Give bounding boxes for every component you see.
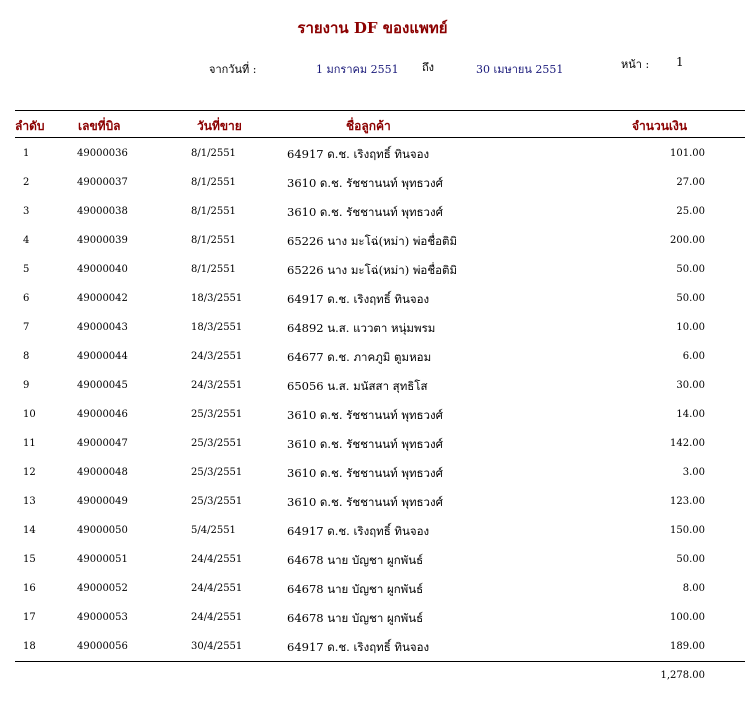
to-date-label: ถึง [422, 61, 435, 74]
row-number: 11 [23, 438, 36, 449]
amount: 8.00 [682, 583, 705, 594]
table-row [0, 496, 745, 525]
sale-date: 24/4/2551 [191, 583, 243, 594]
customer-name: 3610 ด.ช. รัชชานนท์ พุทธวงศ์ [287, 176, 443, 190]
row-number: 15 [23, 554, 36, 565]
customer-name: 64678 นาย บัญชา ผูกพันธ์ [287, 553, 424, 567]
table-row [0, 293, 745, 322]
table-row [0, 380, 745, 409]
customer-name: 64917 ด.ช. เริงฤทธิ์ ทินจอง [287, 640, 430, 654]
grand-total: 1,278.00 [660, 670, 705, 681]
customer-name: 3610 ด.ช. รัชชานนท์ พุทธวงศ์ [287, 408, 443, 422]
to-date-value: 30 เมษายน 2551 [476, 63, 564, 76]
sale-date: 30/4/2551 [191, 641, 243, 652]
table-row [0, 206, 745, 235]
table-row [0, 583, 745, 612]
amount: 189.00 [670, 641, 705, 652]
column-header-no: ลำดับ [15, 119, 45, 133]
report-title: รายงาน DF ของแพทย์ [297, 19, 448, 37]
bill-number: 49000046 [77, 409, 128, 420]
table-row [0, 641, 745, 670]
from-date-value: 1 มกราคม 2551 [316, 63, 399, 76]
customer-name: 64678 นาย บัญชา ผูกพันธ์ [287, 582, 424, 596]
header-bottom-rule [15, 137, 745, 138]
bill-number: 49000040 [77, 264, 128, 275]
row-number: 4 [23, 235, 30, 246]
customer-name: 64892 น.ส. แววตา หนุ่มพรม [287, 321, 436, 335]
customer-name: 64917 ด.ช. เริงฤทธิ์ ทินจอง [287, 292, 430, 306]
table-row [0, 177, 745, 206]
customer-name: 3610 ด.ช. รัชชานนท์ พุทธวงศ์ [287, 205, 443, 219]
customer-name: 3610 ด.ช. รัชชานนท์ พุทธวงศ์ [287, 437, 443, 451]
table-row [0, 322, 745, 351]
bill-number: 49000056 [77, 641, 128, 652]
column-header-customer: ชื่อลูกค้า [346, 119, 391, 133]
sale-date: 18/3/2551 [191, 322, 243, 333]
customer-name: 64678 นาย บัญชา ผูกพันธ์ [287, 611, 424, 625]
bill-number: 49000047 [77, 438, 128, 449]
bill-number: 49000045 [77, 380, 128, 391]
amount: 100.00 [670, 612, 705, 623]
amount: 142.00 [670, 438, 705, 449]
row-number: 3 [23, 206, 30, 217]
customer-name: 64917 ด.ช. เริงฤทธิ์ ทินจอง [287, 524, 430, 538]
row-number: 7 [23, 322, 30, 333]
amount: 30.00 [676, 380, 705, 391]
from-date-label: จากวันที่ : [209, 63, 257, 76]
row-number: 1 [23, 148, 30, 159]
amount: 50.00 [676, 554, 705, 565]
row-number: 12 [23, 467, 36, 478]
amount: 27.00 [676, 177, 705, 188]
row-number: 5 [23, 264, 30, 275]
row-number: 13 [23, 496, 36, 507]
row-number: 8 [23, 351, 30, 362]
bill-number: 49000050 [77, 525, 128, 536]
header-top-rule [15, 110, 745, 111]
row-number: 9 [23, 380, 30, 391]
table-row [0, 409, 745, 438]
bill-number: 49000038 [77, 206, 128, 217]
column-header-date: วันที่ขาย [197, 119, 242, 133]
row-number: 2 [23, 177, 30, 188]
bill-number: 49000048 [77, 467, 128, 478]
sale-date: 18/3/2551 [191, 293, 243, 304]
column-header-amount: จำนวนเงิน [632, 119, 688, 133]
sale-date: 24/4/2551 [191, 554, 243, 565]
customer-name: 65226 นาง มะโฉ่(หม่า) พ่อชื่อติมิ [287, 234, 458, 248]
amount: 50.00 [676, 293, 705, 304]
table-row [0, 351, 745, 380]
sale-date: 25/3/2551 [191, 438, 243, 449]
sale-date: 5/4/2551 [191, 525, 236, 536]
bill-number: 49000044 [77, 351, 128, 362]
table-row [0, 148, 745, 177]
sale-date: 8/1/2551 [191, 206, 236, 217]
amount: 123.00 [670, 496, 705, 507]
sale-date: 25/3/2551 [191, 409, 243, 420]
table-row [0, 612, 745, 641]
bill-number: 49000036 [77, 148, 128, 159]
amount: 101.00 [670, 148, 705, 159]
row-number: 6 [23, 293, 30, 304]
amount: 10.00 [676, 322, 705, 333]
row-number: 18 [23, 641, 36, 652]
amount: 50.00 [676, 264, 705, 275]
bill-number: 49000052 [77, 583, 128, 594]
table-row [0, 235, 745, 264]
row-number: 14 [23, 525, 36, 536]
table-row [0, 525, 745, 554]
sale-date: 24/3/2551 [191, 380, 243, 391]
table-row [0, 467, 745, 496]
row-number: 16 [23, 583, 36, 594]
sale-date: 8/1/2551 [191, 177, 236, 188]
amount: 200.00 [670, 235, 705, 246]
bill-number: 49000049 [77, 496, 128, 507]
customer-name: 65226 นาง มะโฉ่(หม่า) พ่อชื่อติมิ [287, 263, 458, 277]
bill-number: 49000051 [77, 554, 128, 565]
bill-number: 49000039 [77, 235, 128, 246]
customer-name: 3610 ด.ช. รัชชานนท์ พุทธวงศ์ [287, 495, 443, 509]
sale-date: 8/1/2551 [191, 148, 236, 159]
column-header-bill: เลขที่บิล [78, 119, 121, 133]
customer-name: 64917 ด.ช. เริงฤทธิ์ ทินจอง [287, 147, 430, 161]
bill-number: 49000043 [77, 322, 128, 333]
table-row [0, 554, 745, 583]
amount: 14.00 [676, 409, 705, 420]
table-row [0, 264, 745, 293]
table-row [0, 438, 745, 467]
sale-date: 25/3/2551 [191, 496, 243, 507]
page-label: หน้า : [621, 58, 650, 71]
sale-date: 24/3/2551 [191, 351, 243, 362]
sale-date: 8/1/2551 [191, 264, 236, 275]
amount: 150.00 [670, 525, 705, 536]
customer-name: 64677 ด.ช. ภาคภูมิ ตูมหอม [287, 350, 432, 364]
row-number: 10 [23, 409, 36, 420]
page-number: 1 [676, 55, 684, 69]
sale-date: 25/3/2551 [191, 467, 243, 478]
row-number: 17 [23, 612, 36, 623]
bill-number: 49000053 [77, 612, 128, 623]
sale-date: 24/4/2551 [191, 612, 243, 623]
amount: 3.00 [682, 467, 705, 478]
amount: 6.00 [682, 351, 705, 362]
bill-number: 49000037 [77, 177, 128, 188]
amount: 25.00 [676, 206, 705, 217]
sale-date: 8/1/2551 [191, 235, 236, 246]
total-rule [15, 661, 745, 662]
customer-name: 3610 ด.ช. รัชชานนท์ พุทธวงศ์ [287, 466, 443, 480]
customer-name: 65056 น.ส. มนัสสา สุทธิโส [287, 379, 428, 393]
bill-number: 49000042 [77, 293, 128, 304]
